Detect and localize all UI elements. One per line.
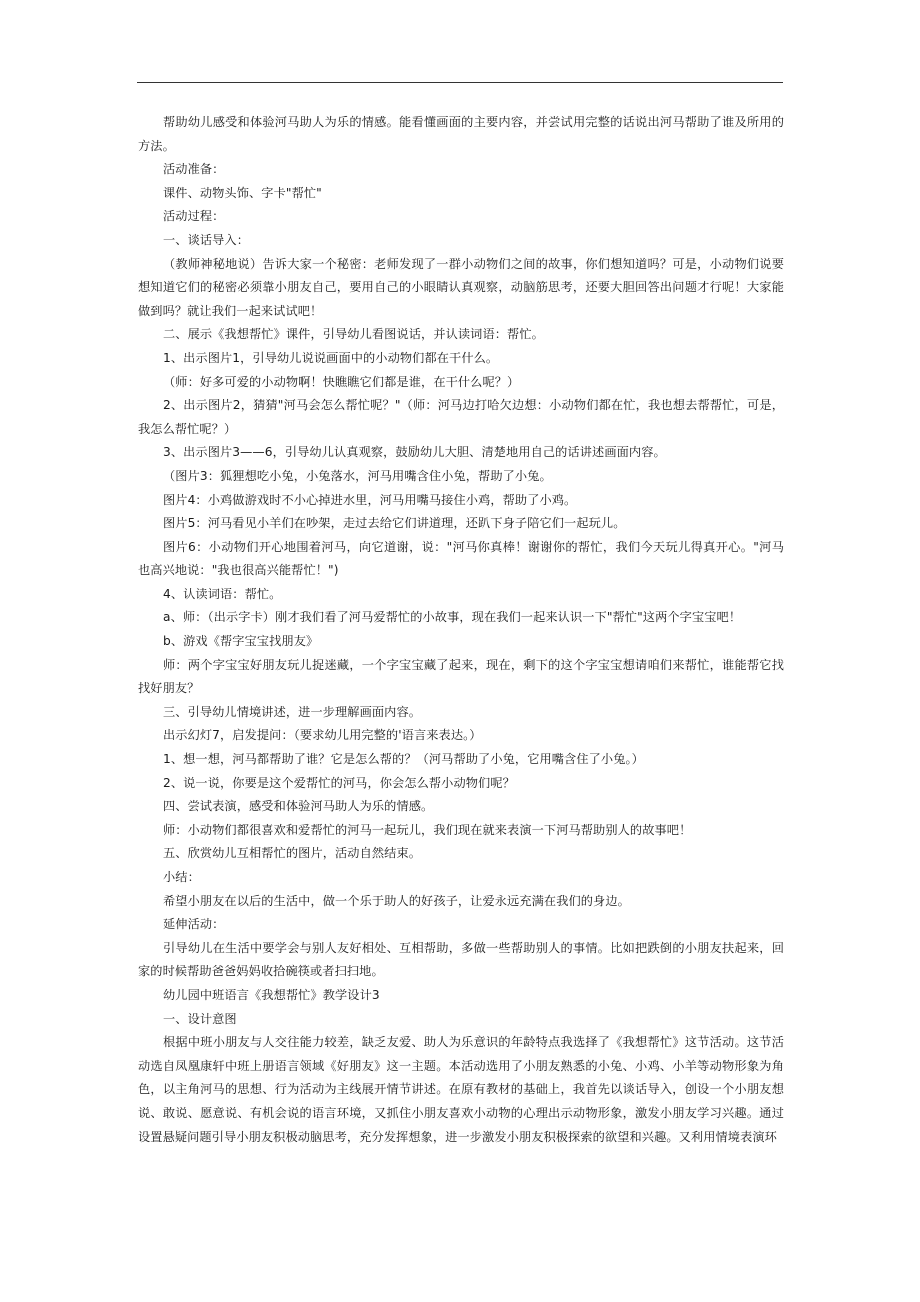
paragraph: a、师：（出示字卡）刚才我们看了河马爱帮忙的小故事，现在我们一起来认识一下"帮忙"这两个字宝宝吧！ (163, 610, 742, 625)
paragraph: 幼儿园中班语言《我想帮忙》教学设计3 (163, 987, 380, 1002)
paragraph: 2、说一说，你要是这个爱帮忙的河马，你会怎么帮小动物们呢？ (163, 775, 515, 790)
paragraph: 出示幻灯7，启发提问：（要求幼儿用完整的'语言来表达。） (163, 728, 482, 743)
header-rule (137, 82, 783, 83)
paragraph: 三、引导幼儿情境讲述，进一步理解画面内容。 (163, 704, 422, 719)
paragraph: 师：两个字宝宝好朋友玩儿捉迷藏，一个字宝宝藏了起来，现在，剩下的这个字宝宝想请咱们来帮忙，谁能帮它找找好朋友？ (138, 657, 784, 696)
document-body (138, 111, 784, 1149)
paragraph: 五、欣赏幼儿互相帮忙的图片，活动自然结束。 (163, 846, 422, 861)
paragraph: 图片4：小鸡做游戏时不小心掉进水里，河马用嘴马接住小鸡，帮助了小鸡。 (163, 492, 577, 507)
paragraph: 图片6：小动物们开心地围着河马，向它道谢，说："河马你真棒！谢谢你的帮忙，我们今天玩儿得真开心。"河马也高兴地说："我也很高兴能帮忙！") (138, 539, 784, 578)
paragraph: 图片5：河马看见小羊们在吵架，走过去给它们讲道理，还趴下身子陪它们一起玩儿。 (163, 516, 626, 531)
paragraph: 1、想一想，河马都帮助了谁？它是怎么帮的？（河马帮助了小兔，它用嘴含住了小兔。） (163, 752, 644, 767)
paragraph: b、游戏《帮字宝宝找朋友》 (163, 634, 319, 649)
paragraph: 帮助幼儿感受和体验河马助人为乐的情感。能看懂画面的主要内容，并尝试用完整的话说出河马帮助了谁及所用的方法。 (138, 115, 784, 153)
paragraph: 1、出示图片1，引导幼儿说说画面中的小动物们都在干什么。 (163, 350, 499, 365)
paragraph: 小结： (163, 870, 200, 884)
paragraph: 3、出示图片3——6，引导幼儿认真观察，鼓励幼儿大胆、清楚地用自己的话讲述画面内容。 (163, 445, 666, 460)
paragraph: 活动准备： (163, 162, 225, 177)
paragraph: 延伸活动： (163, 917, 225, 932)
paragraph: 4、认读词语：帮忙。 (163, 586, 282, 601)
paragraph: 根据中班小朋友与人交往能力较差，缺乏友爱、助人为乐意识的年龄特点我选择了《我想帮忙》这节活动。这节活动选自凤凰康轩中班上册语言领域《好朋友》这一主题。本活动选用了小朋友熟悉的小兔、小鸡、小羊等动物形象为角色，以主角河马的思想、行为活动为主线展开情节讲述。在原有教材的基础上，我首先以谈话导入，创设一个小朋友想说、敢说、愿意说、有机会说的语言环境，又抓住小朋友喜欢小动物的心理出示动物形象，激发小朋友学习兴趣。通过设置悬疑问题引导小朋友积极动脑思考，充分发挥想象，进一步激发小朋友积极探索的欲望和兴趣。又利用情境表演环 (138, 1035, 784, 1144)
paragraph: 活动过程： (163, 209, 225, 224)
paragraph: （师：好多可爱的小动物啊！快瞧瞧它们都是谁，在干什么呢？） (163, 374, 520, 389)
paragraph: 二、展示《我想帮忙》课件，引导幼儿看图说话，并认读词语：帮忙。 (163, 327, 544, 342)
paragraph: 2、出示图片2，猜猜"河马会怎么帮忙呢？"（师：河马边打哈欠边想：小动物们都在忙，我也想去帮帮忙，可是，我怎么帮忙呢？） (138, 398, 784, 436)
paragraph: （图片3：狐狸想吃小兔，小兔落水，河马用嘴含住小兔，帮助了小兔。 (163, 468, 552, 483)
paragraph: 一、谈话导入： (163, 232, 250, 247)
paragraph: 师：小动物们都很喜欢和爱帮忙的河马一起玩儿，我们现在就来表演一下河马帮助别人的故事吧！ (163, 822, 692, 837)
paragraph: 希望小朋友在以后的生活中，做一个乐于助人的好孩子，让爱永远充满在我们的身边。 (163, 893, 630, 908)
paragraph: 一、设计意图 (163, 1011, 237, 1026)
paragraph: 引导幼儿在生活中要学会与别人友好相处、互相帮助，多做一些帮助别人的事情。比如把跌倒的小朋友扶起来，回家的时候帮助爸爸妈妈收拾碗筷或者扫扫地。 (138, 940, 784, 979)
paragraph: 课件、动物头饰、字卡"帮忙" (163, 185, 322, 200)
paragraph: （教师神秘地说）告诉大家一个秘密：老师发现了一群小动物们之间的故事，你们想知道吗？可是，小动物们说要想知道它们的秘密必须靠小朋友自己，要用自己的小眼睛认真观察，动脑筋思考，还要大胆回答出问题才行呢！大家能做到吗？就让我们一起来试试吧！ (138, 256, 784, 318)
paragraph: 四、尝试表演，感受和体验河马助人为乐的情感。 (163, 799, 434, 814)
